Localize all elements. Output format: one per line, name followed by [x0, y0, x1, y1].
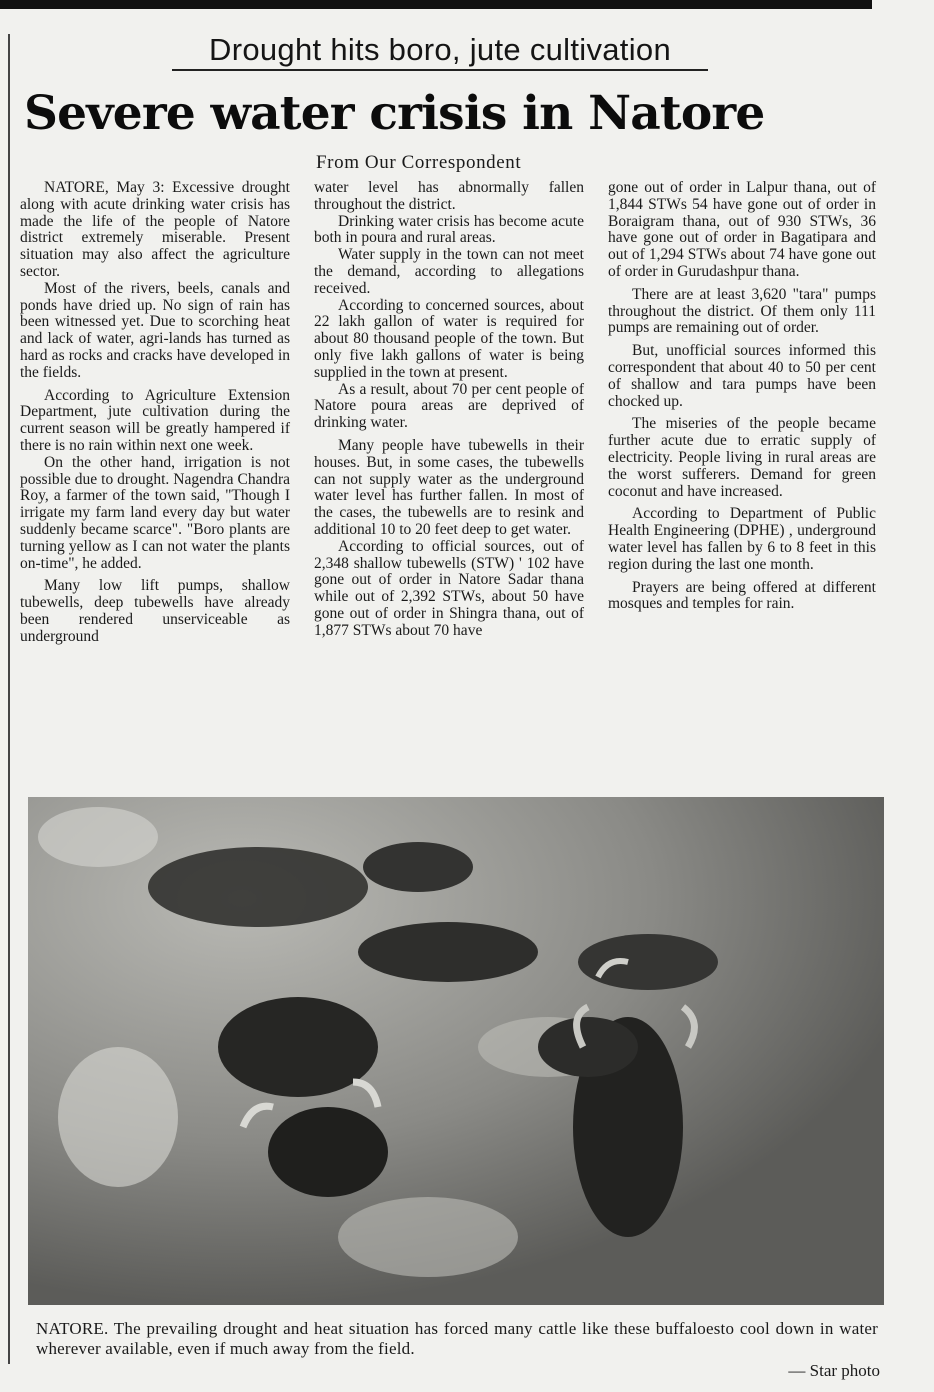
paragraph: gone out of order in Lalpur thana, out of 1,844 STWs 54 have gone out of order in Boraigram thana, out of 930 STWs, 36 have gone out of order in Bagatipara and out of 1,294 STWs about 74 have gone out of order in Gurudashpur thana.: [608, 179, 876, 280]
article-column-1: [20, 180, 290, 646]
paragraph: water level has abnormally fallen throughout the district.: [314, 179, 584, 213]
paragraph: Many people have tubewells in their houses. But, in some cases, the tubewells can not supply water as the underground water level has further fallen. In most of the cases, the tubewells are to resink and additional 10 to 20 feet deep to get water.: [314, 436, 584, 538]
article-column-3: [608, 180, 876, 613]
paragraph: According to Department of Public Health Engineering (DPHE) , underground water level has fallen by 6 to 8 feet in this region during the last one month.: [608, 505, 876, 573]
paragraph: According to concerned sources, about 22 lakh gallon of water is required for about 80 thousand people of the town. But only five lakh gallons of water is being supplied in the town at present.: [314, 296, 584, 381]
photo-credit: — Star photo: [788, 1361, 880, 1380]
paragraph: According to Agriculture Extension Department, jute cultivation during the current season will be greatly hampered if there is no rain within next one week.: [20, 386, 290, 454]
paragraph: Drinking water crisis has become acute both in poura and rural areas.: [314, 212, 584, 247]
paragraph: There are at least 3,620 "tara" pumps throughout the district. Of them only 111 pumps are remaining out of order.: [608, 285, 876, 337]
paragraph: Water supply in the town can not meet the demand, according to allegations received.: [314, 246, 584, 297]
paragraph: As a result, about 70 per cent people of Natore poura areas are deprived of drinking water.: [314, 380, 584, 432]
paragraph: NATORE, May 3: Excessive drought along with acute drinking water crisis has made the life of the people of Natore district extremely miserable. Present situation may also affect the agriculture sector.: [20, 179, 290, 280]
paragraph: On the other hand, irrigation is not possible due to drought. Nagendra Chandra Roy, a farmer of the town said, "Though I irrigate my farm land every day but water suddenly became scarce". "Boro plants are turning yellow as I can not water the plants on-time", he added.: [20, 453, 290, 572]
paragraph: Most of the rivers, beels, canals and ponds have dried up. No sign of rain has been witnessed yet. Due to scorching heat and lack of water, agri-lands has turned as hard as rocks and cracks have developed in the fields.: [20, 279, 290, 381]
buffaloes-photo: [28, 797, 884, 1305]
byline: From Our Correspondent: [316, 152, 522, 173]
kicker-headline: Drought hits boro, jute cultivation: [209, 32, 671, 67]
paragraph: According to official sources, out of 2,348 shallow tubewells (STW) ' 102 have gone out of order in Natore Sadar thana while out of 2,392 STWs, about 50 have gone out of order in Shingra thana, out of 1,877 STWs about 70 have: [314, 537, 584, 639]
paragraph: Prayers are being offered at different mosques and temples for rain.: [608, 578, 876, 613]
paragraph: The miseries of the people became further acute due to erratic supply of electricity. People living in rural areas are the worst sufferers. Demand for green coconut and have increased.: [608, 415, 876, 500]
kicker-underline: [172, 69, 708, 71]
article-column-2: [314, 180, 584, 640]
paragraph: Many low lift pumps, shallow tubewells, deep tubewells have already been rendered unserviceable as underground: [20, 577, 290, 645]
paragraph: But, unofficial sources informed this correspondent that about 40 to 50 per cent of shallow and tara pumps have been chocked up.: [608, 342, 876, 410]
main-headline: Severe water crisis in Natore: [24, 86, 765, 141]
buffaloes-in-water-illustration: [28, 797, 884, 1305]
left-border-rule: [8, 34, 10, 1364]
top-border-rule: [0, 0, 872, 9]
photo-caption: NATORE. The prevailing drought and heat situation has forced many cattle like these buffaloesto cool down in water wherever available, even if much away from the field.: [36, 1319, 878, 1358]
